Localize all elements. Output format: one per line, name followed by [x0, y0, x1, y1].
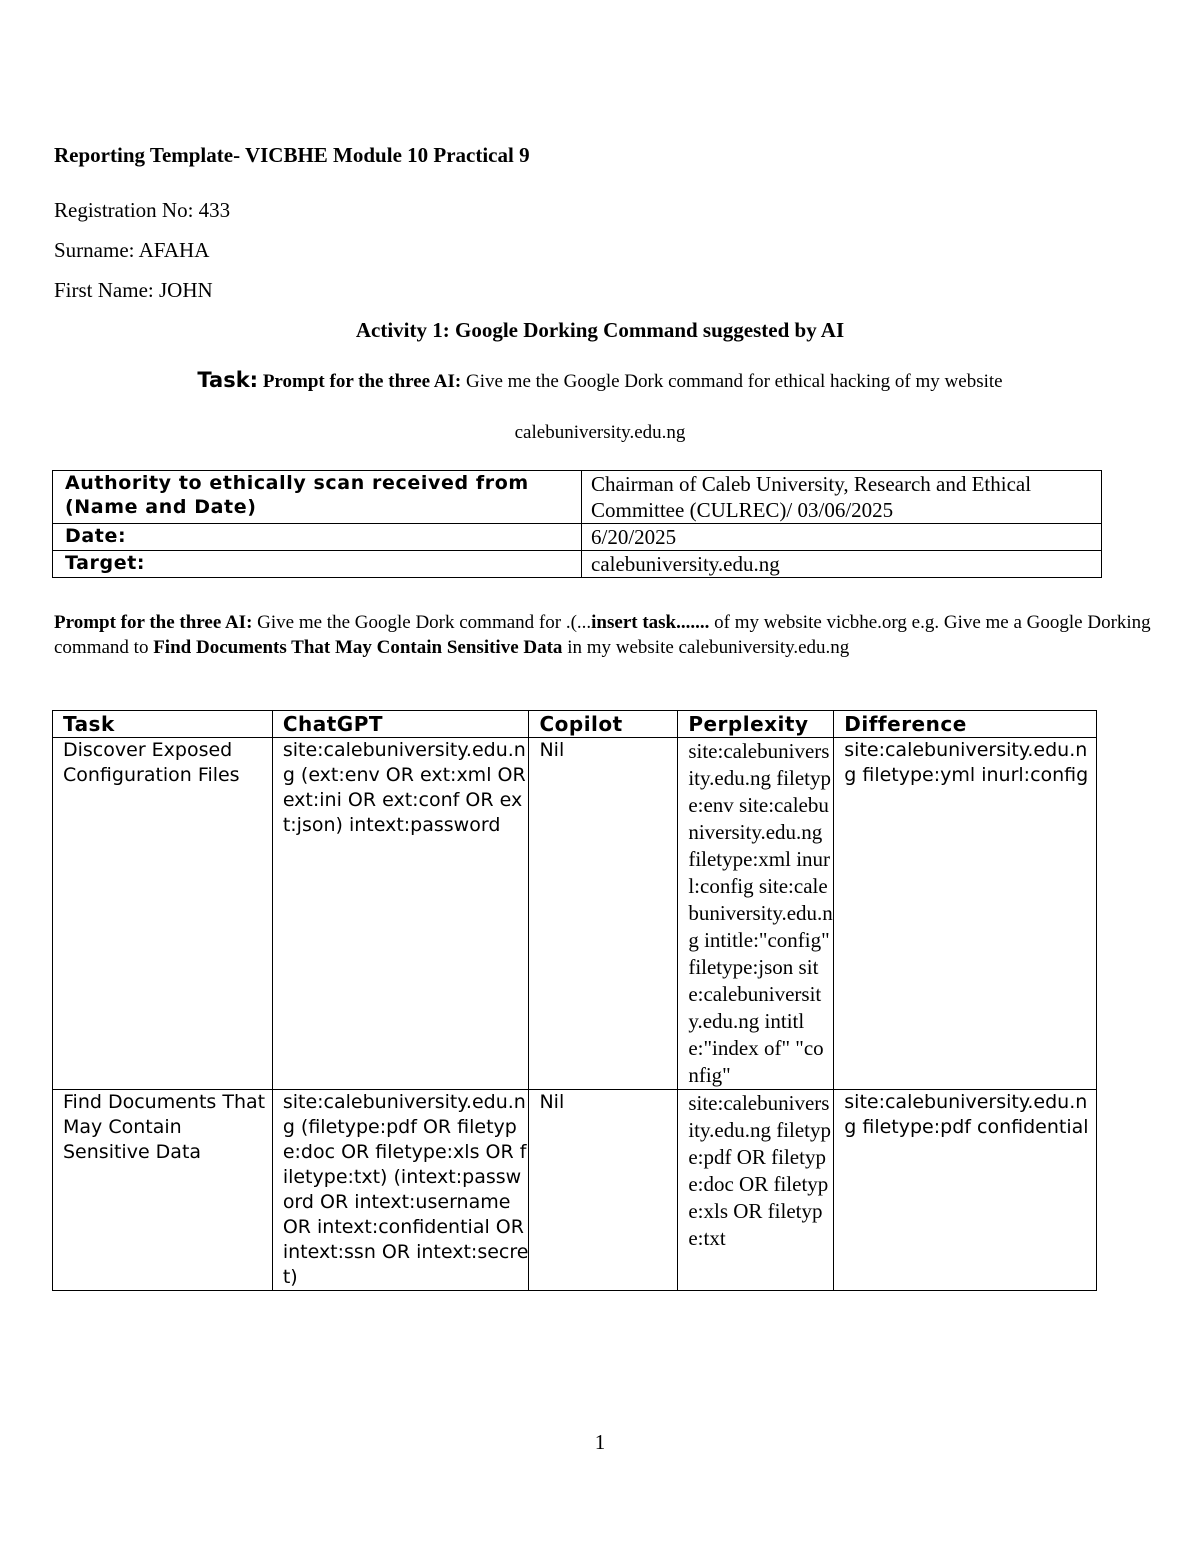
cell-difference: site:calebuniversity.edu.ng filetype:yml inurl:config — [834, 738, 1097, 1090]
header-task: Task — [53, 711, 273, 738]
table-header-row — [53, 711, 1097, 738]
header-chatgpt: ChatGPT — [272, 711, 529, 738]
target-row — [53, 551, 1102, 578]
cell-chatgpt: site:calebuniversity.edu.ng (ext:env OR ext:xml OR ext:ini OR ext:conf OR ext:json) intext:password — [272, 738, 529, 1090]
target-key: Target: — [53, 551, 582, 578]
cell-copilot: Nil — [529, 738, 678, 1090]
cell-difference: site:calebuniversity.edu.ng filetype:pdf confidential — [834, 1090, 1097, 1291]
cell-task: Discover Exposed Configuration Files — [53, 738, 273, 1090]
authority-value: Chairman of Caleb University, Research and Ethical Committee (CULREC)/ 03/06/2025 — [582, 471, 1102, 524]
activity-heading: Activity 1: Google Dorking Command suggested by AI — [355, 318, 845, 342]
prompt-paragraph-part3: in my website calebuniversity.edu.ng — [562, 637, 850, 658]
prompt-paragraph-label: Prompt for the three AI: — [54, 612, 253, 633]
date-value: 6/20/2025 — [582, 524, 1102, 551]
document-title: Reporting Template- VICBHE Module 10 Practical 9 — [54, 143, 530, 167]
task-label: Task: — [197, 368, 259, 392]
authority-row — [53, 471, 1102, 524]
target-site: calebuniversity.edu.ng — [514, 422, 686, 443]
surname: Surname: AFAHA — [54, 238, 210, 262]
prompt-paragraph-bold2: Find Documents That May Contain Sensitive Data — [153, 637, 563, 658]
prompt-paragraph-part2: of my website vicbhe.org e.g. Give me a Google Dorking command to — [54, 612, 1151, 658]
prompt-text: Give me the Google Dork command for ethical hacking of my website — [465, 371, 1003, 392]
cell-perplexity: site:calebuniversity.edu.ng filetype:env site:calebuniversity.edu.ng filetype:xml inurl:config site:calebuniversity.edu.ng intitle:"config" filetype:json site:calebuniversity.edu.ng intitle:"index of" "config" — [678, 738, 834, 1090]
date-key: Date: — [53, 524, 582, 551]
date-row — [53, 524, 1102, 551]
prompt-paragraph-bold1: insert task....... — [591, 612, 710, 633]
table-row — [53, 1090, 1097, 1291]
target-value: calebuniversity.edu.ng — [582, 551, 1102, 578]
table-row — [53, 738, 1097, 1090]
task-line — [0, 368, 1200, 393]
header-copilot: Copilot — [529, 711, 678, 738]
prompt-label: Prompt for the three AI: — [262, 371, 462, 392]
cell-perplexity: site:calebuniversity.edu.ng filetype:pdf OR filetype:doc OR filetype:xls OR filetype:txt — [678, 1090, 834, 1291]
header-perplexity: Perplexity — [678, 711, 834, 738]
first-name: First Name: JOHN — [54, 278, 213, 302]
authority-table — [52, 470, 1102, 578]
cell-chatgpt: site:calebuniversity.edu.ng (filetype:pdf OR filetype:doc OR filetype:xls OR filetype:txt) (intext:password OR intext:username OR intext:confidential OR intext:ssn OR intext:secret) — [272, 1090, 529, 1291]
cell-task: Find Documents That May Contain Sensitive Data — [53, 1090, 273, 1291]
cell-copilot: Nil — [529, 1090, 678, 1291]
registration-number: Registration No: 433 — [54, 198, 231, 222]
prompt-paragraph — [54, 610, 1164, 660]
comparison-table — [52, 710, 1097, 1291]
authority-key: Authority to ethically scan received from (Name and Date) — [53, 471, 582, 524]
page-number: 1 — [594, 1430, 606, 1454]
prompt-paragraph-part1: Give me the Google Dork command for .(... — [257, 612, 592, 633]
header-difference: Difference — [834, 711, 1097, 738]
